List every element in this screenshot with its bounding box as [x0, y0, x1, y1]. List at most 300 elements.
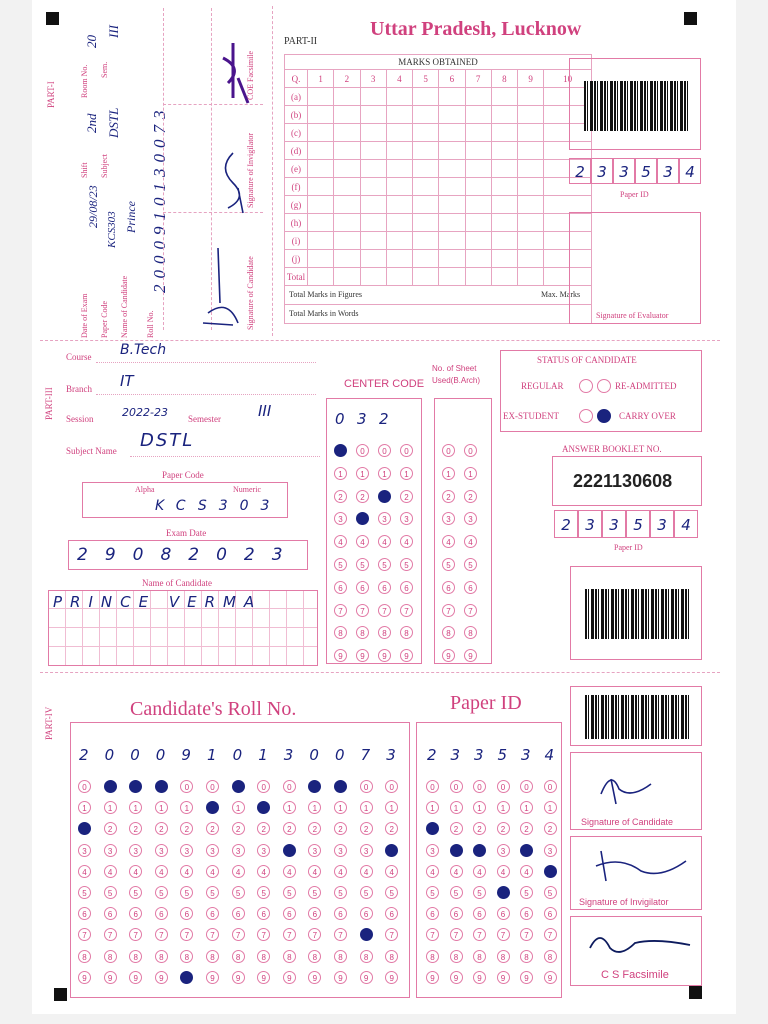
- written-digit: 9: [181, 746, 191, 764]
- candidate-name-value: PRINCE VERMA: [53, 593, 263, 611]
- omr-bubble-0[interactable]: [232, 780, 245, 793]
- omr-bubble-2[interactable]: 2: [283, 822, 296, 835]
- omr-bubble-8[interactable]: 8: [334, 950, 347, 963]
- omr-bubble-7[interactable]: 7: [450, 928, 463, 941]
- omr-bubble-3[interactable]: 3: [378, 512, 391, 525]
- omr-bubble-4[interactable]: 4: [400, 535, 413, 548]
- omr-bubble-6[interactable]: 6: [356, 581, 369, 594]
- omr-bubble-8[interactable]: 8: [104, 950, 117, 963]
- omr-bubble-6[interactable]: 6: [442, 581, 455, 594]
- omr-bubble-1[interactable]: 1: [385, 801, 398, 814]
- omr-bubble-4[interactable]: 4: [334, 865, 347, 878]
- omr-bubble-9[interactable]: 9: [283, 971, 296, 984]
- omr-bubble-1[interactable]: 1: [180, 801, 193, 814]
- omr-bubble-2[interactable]: 2: [400, 490, 413, 503]
- omr-bubble-3[interactable]: 3: [308, 844, 321, 857]
- written-digit: 0: [335, 746, 345, 764]
- omr-bubble-4[interactable]: 4: [104, 865, 117, 878]
- omr-bubble-6[interactable]: 6: [520, 907, 533, 920]
- omr-bubble-2[interactable]: 2: [385, 822, 398, 835]
- omr-bubble-4[interactable]: 4: [464, 535, 477, 548]
- omr-bubble-3[interactable]: 3: [78, 844, 91, 857]
- omr-bubble-7[interactable]: 7: [473, 928, 486, 941]
- omr-bubble-7[interactable]: 7: [180, 928, 193, 941]
- omr-bubble-8[interactable]: 8: [155, 950, 168, 963]
- omr-bubble-6[interactable]: 6: [78, 907, 91, 920]
- omr-bubble-3[interactable]: 3: [180, 844, 193, 857]
- omr-bubble-1[interactable]: 1: [356, 467, 369, 480]
- omr-bubble-6[interactable]: 6: [360, 907, 373, 920]
- cs-facsimile-box: [570, 916, 702, 986]
- total-marks-figures-label: Total Marks in Figures: [289, 290, 362, 299]
- omr-bubble-2[interactable]: 2: [520, 822, 533, 835]
- omr-bubble-2[interactable]: 2: [473, 822, 486, 835]
- omr-bubble-9[interactable]: 9: [520, 971, 533, 984]
- omr-bubble-9[interactable]: 9: [129, 971, 142, 984]
- marks-obtained-title: MARKS OBTAINED: [284, 54, 592, 69]
- omr-bubble-2[interactable]: 2: [360, 822, 373, 835]
- omr-bubble-9[interactable]: 9: [497, 971, 510, 984]
- omr-bubble-8[interactable]: 8: [283, 950, 296, 963]
- omr-bubble-4[interactable]: 4: [334, 535, 347, 548]
- omr-bubble-4[interactable]: 4: [426, 865, 439, 878]
- omr-bubble-7[interactable]: 7: [378, 604, 391, 617]
- date-of-exam-label: Date of Exam: [80, 293, 89, 338]
- omr-bubble-0[interactable]: 0: [473, 780, 486, 793]
- omr-bubble-2[interactable]: 2: [334, 822, 347, 835]
- omr-bubble-9[interactable]: 9: [308, 971, 321, 984]
- omr-bubble-3[interactable]: 3: [206, 844, 219, 857]
- omr-bubble-3[interactable]: 3: [104, 844, 117, 857]
- omr-bubble-7[interactable]: 7: [129, 928, 142, 941]
- written-digit: 3: [521, 746, 531, 764]
- exam-date-value: 29082023: [77, 545, 300, 565]
- omr-bubble-1[interactable]: 1: [450, 801, 463, 814]
- omr-bubble-8[interactable]: 8: [308, 950, 321, 963]
- paper-id-boxes-top: [569, 158, 701, 184]
- omr-bubble-3[interactable]: 3: [232, 844, 245, 857]
- max-marks-label: Max. Marks: [541, 290, 581, 299]
- candidate-signature-image: [188, 243, 248, 333]
- omr-bubble-2[interactable]: 2: [155, 822, 168, 835]
- col-header: 4: [386, 70, 412, 88]
- course-label: Course: [66, 352, 92, 362]
- omr-bubble-4[interactable]: [544, 865, 557, 878]
- col-header: 1: [308, 70, 334, 88]
- omr-bubble-5[interactable]: 5: [464, 558, 477, 571]
- omr-bubble-9[interactable]: 9: [104, 971, 117, 984]
- written-digit: 1: [258, 746, 268, 764]
- omr-bubble-0[interactable]: 0: [283, 780, 296, 793]
- omr-bubble-7[interactable]: 7: [104, 928, 117, 941]
- omr-bubble-8[interactable]: 8: [464, 626, 477, 639]
- omr-bubble-9[interactable]: 9: [400, 649, 413, 662]
- omr-bubble-5[interactable]: 5: [129, 886, 142, 899]
- exam-date-title: Exam Date: [166, 528, 207, 538]
- omr-bubble-1[interactable]: 1: [104, 801, 117, 814]
- signature-of-invigilator-label: Signature of Invigilator: [246, 132, 255, 208]
- omr-bubble-8[interactable]: 8: [473, 950, 486, 963]
- omr-bubble-5[interactable]: 5: [78, 886, 91, 899]
- q-header: Q.: [285, 70, 308, 88]
- omr-bubble-1[interactable]: 1: [520, 801, 533, 814]
- col-header: 7: [465, 70, 491, 88]
- omr-bubble-9[interactable]: 9: [356, 649, 369, 662]
- omr-bubble-9[interactable]: 9: [334, 971, 347, 984]
- omr-bubble-6[interactable]: 6: [206, 907, 219, 920]
- omr-bubble-3[interactable]: 3: [464, 512, 477, 525]
- omr-bubble-7[interactable]: 7: [155, 928, 168, 941]
- shift-value: 2nd: [84, 113, 99, 133]
- omr-bubble-4[interactable]: 4: [206, 865, 219, 878]
- omr-bubble-0[interactable]: [334, 444, 347, 457]
- written-digit: 4: [544, 746, 555, 764]
- omr-bubble-1[interactable]: 1: [232, 801, 245, 814]
- omr-bubble-2[interactable]: 2: [544, 822, 557, 835]
- signature-of-invigilator-label-p4: Signature of Invigilator: [579, 897, 669, 907]
- omr-bubble-6[interactable]: 6: [129, 907, 142, 920]
- omr-bubble-0[interactable]: 0: [464, 444, 477, 457]
- omr-bubble-9[interactable]: 9: [473, 971, 486, 984]
- omr-bubble-5[interactable]: 5: [155, 886, 168, 899]
- omr-bubble-3[interactable]: [385, 844, 398, 857]
- omr-bubble-6[interactable]: 6: [257, 907, 270, 920]
- omr-bubble-7[interactable]: 7: [334, 604, 347, 617]
- omr-bubble-4[interactable]: 4: [232, 865, 245, 878]
- omr-bubble-1[interactable]: 1: [334, 801, 347, 814]
- omr-bubble-3[interactable]: 3: [257, 844, 270, 857]
- omr-bubble-0[interactable]: 0: [520, 780, 533, 793]
- omr-bubble-4[interactable]: 4: [308, 865, 321, 878]
- omr-bubble-5[interactable]: 5: [360, 886, 373, 899]
- omr-bubble-5[interactable]: 5: [334, 886, 347, 899]
- omr-bubble-3[interactable]: 3: [334, 512, 347, 525]
- sheets-used-label: No. of Sheet: [432, 364, 477, 373]
- omr-bubble-2[interactable]: 2: [356, 490, 369, 503]
- omr-bubble-4[interactable]: 4: [283, 865, 296, 878]
- omr-bubble-3[interactable]: 3: [129, 844, 142, 857]
- omr-bubble-2[interactable]: 2: [206, 822, 219, 835]
- omr-bubble-7[interactable]: 7: [283, 928, 296, 941]
- omr-bubble-7[interactable]: 7: [257, 928, 270, 941]
- omr-bubble-9[interactable]: 9: [378, 649, 391, 662]
- omr-bubble-6[interactable]: 6: [450, 907, 463, 920]
- omr-bubble-8[interactable]: 8: [520, 950, 533, 963]
- omr-bubble-0[interactable]: 0: [378, 444, 391, 457]
- center-code-title: CENTER CODE: [344, 378, 425, 390]
- paper-code-label: Paper Code: [100, 300, 109, 338]
- omr-bubble-5[interactable]: 5: [426, 886, 439, 899]
- omr-bubble-0[interactable]: 0: [257, 780, 270, 793]
- omr-bubble-6[interactable]: 6: [283, 907, 296, 920]
- omr-bubble-8[interactable]: 8: [378, 626, 391, 639]
- barcode-box-2: [570, 566, 702, 660]
- omr-bubble-7[interactable]: 7: [544, 928, 557, 941]
- omr-bubble-7[interactable]: 7: [426, 928, 439, 941]
- omr-bubble-7[interactable]: 7: [78, 928, 91, 941]
- omr-bubble-8[interactable]: 8: [78, 950, 91, 963]
- omr-bubble-6[interactable]: 6: [400, 581, 413, 594]
- omr-bubble-6[interactable]: 6: [180, 907, 193, 920]
- omr-bubble-9[interactable]: 9: [442, 649, 455, 662]
- omr-bubble-5[interactable]: 5: [520, 886, 533, 899]
- omr-bubble-2[interactable]: [378, 490, 391, 503]
- row-label: (h): [285, 214, 308, 232]
- omr-bubble-6[interactable]: 6: [232, 907, 245, 920]
- omr-bubble-5[interactable]: 5: [206, 886, 219, 899]
- omr-bubble-4[interactable]: 4: [356, 535, 369, 548]
- omr-bubble-3[interactable]: 3: [334, 844, 347, 857]
- omr-bubble-1[interactable]: 1: [464, 467, 477, 480]
- omr-bubble-6[interactable]: 6: [464, 581, 477, 594]
- omr-bubble-7[interactable]: 7: [464, 604, 477, 617]
- paper-id-title: Paper ID: [450, 692, 522, 714]
- omr-bubble-9[interactable]: 9: [385, 971, 398, 984]
- omr-bubble-1[interactable]: 1: [497, 801, 510, 814]
- omr-bubble-2[interactable]: 2: [334, 490, 347, 503]
- omr-bubble-9[interactable]: 9: [426, 971, 439, 984]
- omr-bubble-6[interactable]: 6: [308, 907, 321, 920]
- omr-bubble-1[interactable]: 1: [473, 801, 486, 814]
- omr-bubble-3[interactable]: 3: [360, 844, 373, 857]
- session-label: Session: [66, 414, 94, 424]
- omr-bubble-9[interactable]: 9: [450, 971, 463, 984]
- omr-bubble-5[interactable]: [497, 886, 510, 899]
- omr-bubble-7[interactable]: 7: [308, 928, 321, 941]
- omr-bubble-2[interactable]: 2: [308, 822, 321, 835]
- col-header: 5: [413, 70, 439, 88]
- omr-bubble-7[interactable]: 7: [520, 928, 533, 941]
- omr-bubble-6[interactable]: 6: [385, 907, 398, 920]
- omr-bubble-1[interactable]: 1: [334, 467, 347, 480]
- omr-bubble-6[interactable]: 6: [378, 581, 391, 594]
- omr-bubble-6[interactable]: 6: [544, 907, 557, 920]
- omr-bubble-2[interactable]: 2: [450, 822, 463, 835]
- omr-bubble-9[interactable]: 9: [206, 971, 219, 984]
- omr-bubble-0[interactable]: 0: [385, 780, 398, 793]
- omr-bubble-0[interactable]: 0: [360, 780, 373, 793]
- omr-bubble-8[interactable]: 8: [206, 950, 219, 963]
- omr-bubble-8[interactable]: 8: [180, 950, 193, 963]
- omr-bubble-9[interactable]: 9: [155, 971, 168, 984]
- omr-bubble-1[interactable]: 1: [283, 801, 296, 814]
- omr-bubble-4[interactable]: 4: [520, 865, 533, 878]
- paper-code-written: KCS303: [155, 498, 282, 514]
- omr-bubble-8[interactable]: 8: [400, 626, 413, 639]
- omr-bubble-4[interactable]: 4: [450, 865, 463, 878]
- omr-bubble-8[interactable]: 8: [385, 950, 398, 963]
- written-digit: 7: [360, 746, 371, 764]
- omr-bubble-2[interactable]: 2: [257, 822, 270, 835]
- omr-bubble-4[interactable]: 4: [129, 865, 142, 878]
- omr-bubble-9[interactable]: 9: [232, 971, 245, 984]
- omr-bubble-6[interactable]: 6: [334, 581, 347, 594]
- omr-bubble-1[interactable]: 1: [400, 467, 413, 480]
- omr-bubble-9[interactable]: 9: [464, 649, 477, 662]
- part-3-label: PART-III: [44, 387, 54, 420]
- semester-label-p3: Semester: [188, 414, 221, 424]
- omr-bubble-8[interactable]: 8: [497, 950, 510, 963]
- omr-bubble-3[interactable]: 3: [442, 512, 455, 525]
- omr-bubble-6[interactable]: 6: [497, 907, 510, 920]
- omr-bubble-1[interactable]: 1: [360, 801, 373, 814]
- omr-bubble-6[interactable]: 6: [104, 907, 117, 920]
- omr-bubble-3[interactable]: [520, 844, 533, 857]
- omr-bubble-4[interactable]: 4: [257, 865, 270, 878]
- omr-bubble-2[interactable]: 2: [180, 822, 193, 835]
- omr-bubble-5[interactable]: 5: [473, 886, 486, 899]
- omr-bubble-8[interactable]: 8: [544, 950, 557, 963]
- omr-bubble-3[interactable]: 3: [544, 844, 557, 857]
- omr-bubble-5[interactable]: 5: [378, 558, 391, 571]
- omr-bubble-1[interactable]: 1: [129, 801, 142, 814]
- omr-bubble-1[interactable]: 1: [426, 801, 439, 814]
- omr-bubble-3[interactable]: 3: [426, 844, 439, 857]
- omr-bubble-5[interactable]: 5: [356, 558, 369, 571]
- omr-bubble-7[interactable]: 7: [497, 928, 510, 941]
- omr-bubble-5[interactable]: 5: [257, 886, 270, 899]
- omr-bubble-7[interactable]: 7: [206, 928, 219, 941]
- total-label: Total: [285, 268, 308, 286]
- omr-bubble-8[interactable]: 8: [426, 950, 439, 963]
- subject-value: DSTL: [106, 107, 121, 138]
- omr-bubble-5[interactable]: 5: [334, 558, 347, 571]
- omr-bubble-4[interactable]: 4: [180, 865, 193, 878]
- omr-bubble-8[interactable]: 8: [356, 626, 369, 639]
- omr-bubble-8[interactable]: 8: [334, 626, 347, 639]
- omr-bubble-0[interactable]: 0: [497, 780, 510, 793]
- omr-bubble-2[interactable]: 2: [129, 822, 142, 835]
- barcode: [585, 695, 689, 739]
- omr-bubble-1[interactable]: 1: [442, 467, 455, 480]
- omr-bubble-5[interactable]: 5: [544, 886, 557, 899]
- omr-bubble-8[interactable]: 8: [257, 950, 270, 963]
- omr-bubble-7[interactable]: 7: [232, 928, 245, 941]
- omr-bubble-2[interactable]: 2: [104, 822, 117, 835]
- omr-bubble-3[interactable]: 3: [155, 844, 168, 857]
- omr-bubble-5[interactable]: 5: [283, 886, 296, 899]
- omr-bubble-2[interactable]: 2: [464, 490, 477, 503]
- invigilator-signature-image: [208, 148, 258, 218]
- omr-bubble-5[interactable]: 5: [180, 886, 193, 899]
- omr-bubble-6[interactable]: 6: [334, 907, 347, 920]
- omr-bubble-1[interactable]: 1: [544, 801, 557, 814]
- omr-bubble-3[interactable]: [283, 844, 296, 857]
- omr-bubble-3[interactable]: [450, 844, 463, 857]
- written-digit: 3: [450, 746, 461, 764]
- omr-bubble-4[interactable]: 4: [155, 865, 168, 878]
- coe-signature-image: [208, 38, 258, 108]
- omr-bubble-2[interactable]: 2: [497, 822, 510, 835]
- omr-bubble-0[interactable]: 0: [426, 780, 439, 793]
- omr-bubble-4[interactable]: 4: [385, 865, 398, 878]
- omr-bubble-5[interactable]: 5: [400, 558, 413, 571]
- answer-booklet-box: [552, 456, 702, 506]
- omr-bubble-0[interactable]: 0: [180, 780, 193, 793]
- omr-bubble-9[interactable]: 9: [257, 971, 270, 984]
- omr-bubble-4[interactable]: 4: [378, 535, 391, 548]
- omr-bubble-8[interactable]: 8: [232, 950, 245, 963]
- omr-bubble-0[interactable]: 0: [78, 780, 91, 793]
- omr-bubble-8[interactable]: 8: [129, 950, 142, 963]
- omr-bubble-9[interactable]: 9: [78, 971, 91, 984]
- omr-bubble-8[interactable]: 8: [442, 626, 455, 639]
- invigilator-signature-image: [581, 841, 691, 891]
- omr-bubble-9[interactable]: 9: [360, 971, 373, 984]
- row-label: (e): [285, 160, 308, 178]
- omr-bubble-1[interactable]: 1: [78, 801, 91, 814]
- omr-bubble-6[interactable]: 6: [426, 907, 439, 920]
- omr-bubble-0[interactable]: 0: [450, 780, 463, 793]
- status-of-candidate-box: [500, 350, 702, 432]
- omr-bubble-1[interactable]: 1: [378, 467, 391, 480]
- status-readmitted-radio[interactable]: [597, 379, 611, 393]
- omr-bubble-4[interactable]: 4: [78, 865, 91, 878]
- omr-bubble-8[interactable]: 8: [450, 950, 463, 963]
- omr-bubble-7[interactable]: 7: [356, 604, 369, 617]
- omr-bubble-4[interactable]: 4: [442, 535, 455, 548]
- barcode-box-3: [570, 686, 702, 746]
- omr-bubble-4[interactable]: 4: [360, 865, 373, 878]
- written-digit: 0: [104, 746, 115, 764]
- omr-bubble-5[interactable]: 5: [442, 558, 455, 571]
- omr-bubble-0[interactable]: 0: [206, 780, 219, 793]
- omr-bubble-0[interactable]: [155, 780, 168, 793]
- omr-bubble-7[interactable]: 7: [334, 928, 347, 941]
- omr-bubble-2[interactable]: 2: [442, 490, 455, 503]
- omr-bubble-5[interactable]: 5: [308, 886, 321, 899]
- omr-bubble-0[interactable]: 0: [356, 444, 369, 457]
- status-exstudent-radio[interactable]: [579, 409, 593, 423]
- omr-bubble-1[interactable]: 1: [155, 801, 168, 814]
- omr-bubble-0[interactable]: [104, 780, 117, 793]
- omr-bubble-9[interactable]: 9: [544, 971, 557, 984]
- omr-bubble-9[interactable]: 9: [334, 649, 347, 662]
- room-no-value: 20: [84, 35, 99, 48]
- status-carryover-radio[interactable]: [597, 409, 611, 423]
- omr-bubble-0[interactable]: 0: [544, 780, 557, 793]
- omr-bubble-7[interactable]: 7: [400, 604, 413, 617]
- omr-bubble-8[interactable]: 8: [360, 950, 373, 963]
- omr-bubble-3[interactable]: 3: [400, 512, 413, 525]
- omr-bubble-5[interactable]: 5: [104, 886, 117, 899]
- row-label: (j): [285, 250, 308, 268]
- omr-bubble-7[interactable]: 7: [442, 604, 455, 617]
- omr-bubble-7[interactable]: 7: [385, 928, 398, 941]
- omr-bubble-4[interactable]: 4: [473, 865, 486, 878]
- status-regular-radio[interactable]: [579, 379, 593, 393]
- omr-bubble-5[interactable]: 5: [232, 886, 245, 899]
- omr-bubble-5[interactable]: 5: [385, 886, 398, 899]
- status-exstudent-label: EX-STUDENT: [503, 411, 559, 421]
- omr-bubble-0[interactable]: 0: [442, 444, 455, 457]
- omr-bubble-4[interactable]: 4: [497, 865, 510, 878]
- answer-booklet-number: 2221130608: [573, 471, 673, 491]
- omr-bubble-5[interactable]: 5: [450, 886, 463, 899]
- omr-bubble-3[interactable]: 3: [497, 844, 510, 857]
- omr-bubble-0[interactable]: 0: [400, 444, 413, 457]
- omr-bubble-0[interactable]: [334, 780, 347, 793]
- omr-bubble-6[interactable]: 6: [473, 907, 486, 920]
- candidate-signature-image: [591, 759, 671, 809]
- omr-bubble-3[interactable]: [473, 844, 486, 857]
- row-label: (f): [285, 178, 308, 196]
- omr-bubble-7[interactable]: [360, 928, 373, 941]
- omr-bubble-1[interactable]: 1: [308, 801, 321, 814]
- omr-bubble-6[interactable]: 6: [155, 907, 168, 920]
- fiducial-mark: [689, 986, 702, 999]
- omr-bubble-2[interactable]: 2: [232, 822, 245, 835]
